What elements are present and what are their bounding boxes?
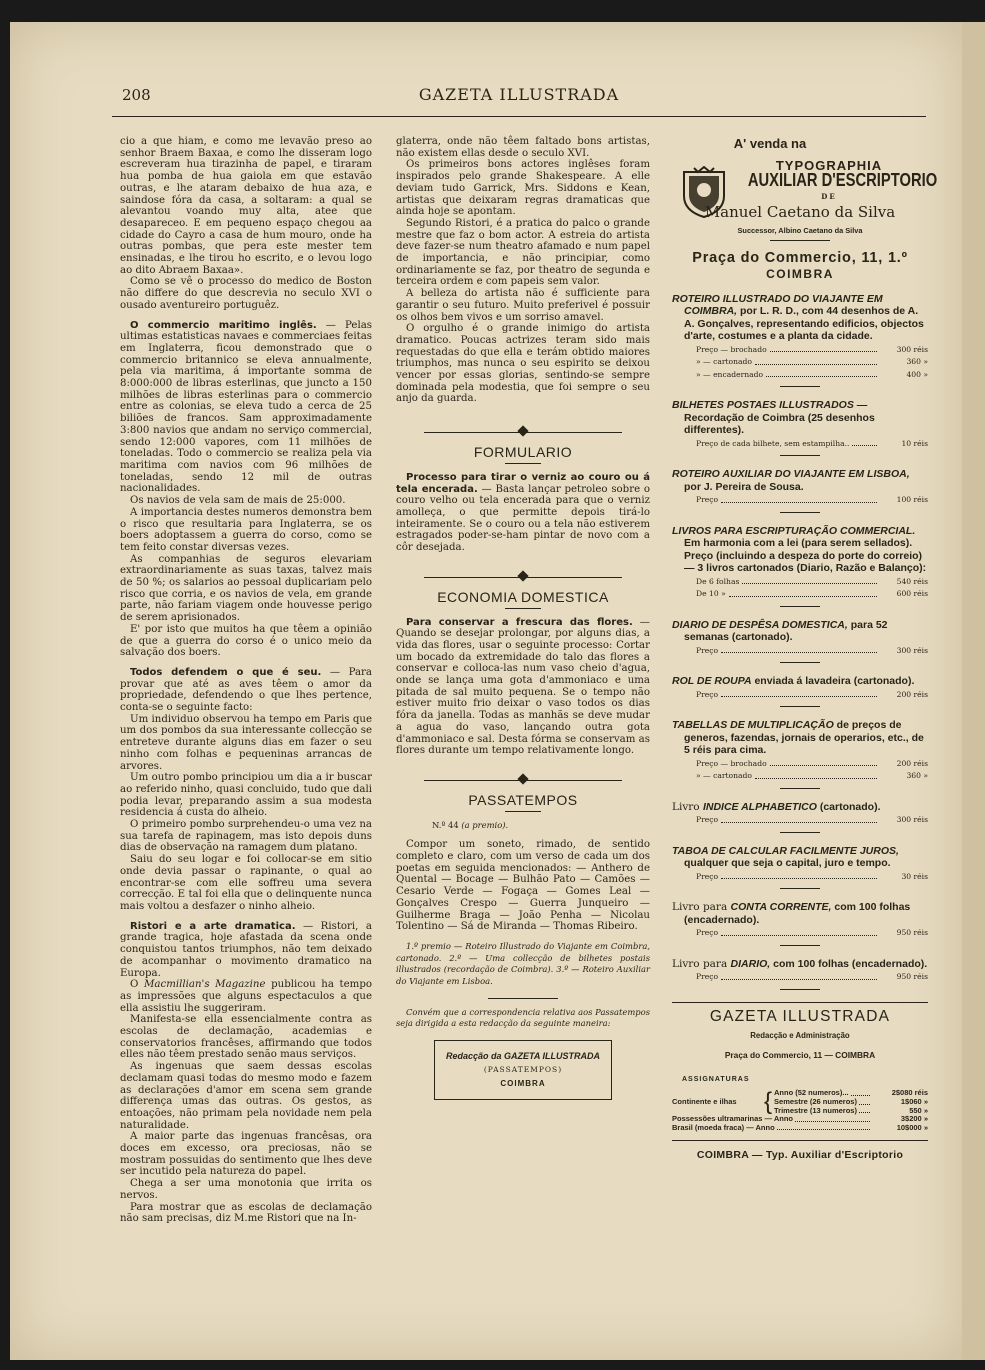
price-label: Preço <box>696 495 719 505</box>
address-line: Redacção da GAZETA ILLUSTRADA <box>445 1051 600 1062</box>
short-rule <box>505 608 541 609</box>
sub-value: 1$060 » <box>900 1097 928 1107</box>
region-label: Continente e ilhas <box>672 1097 737 1107</box>
price-label: Preço — brochado <box>696 758 767 768</box>
price-value: 360 » <box>906 771 928 781</box>
product-title <box>672 801 928 814</box>
product-name: CONTA CORRENTE, <box>730 901 832 914</box>
price-value: 950 réis <box>896 928 928 938</box>
price-label: » — encadernado <box>696 369 764 379</box>
product-title <box>672 293 928 343</box>
typo-line-1: TYPOGRAPHIA <box>775 157 883 173</box>
price-row <box>696 589 928 600</box>
sub-value: 550 » <box>909 1105 928 1115</box>
leader-dots <box>721 815 877 823</box>
price-label: Preço <box>696 815 719 825</box>
article-text: — Basta lançar petroleo sobre o couro velho ou tela encerada para que o verniz amolleça, o que permitte depois tirá-lo inteiramente. Se o couro ou a tela não estiverem estragados poder-se-ham pintar de novo com a côr desejada. <box>396 483 650 554</box>
item-rule <box>780 512 820 513</box>
sub-value: 2$080 réis <box>891 1088 928 1098</box>
typo-line-2: AUXILIAR D'ESCRIPTORIO <box>747 170 938 191</box>
price-label: De 10 » <box>696 589 726 599</box>
item-rule <box>780 788 820 789</box>
article-todos <box>120 667 372 714</box>
product-description: por J. Pereira de Sousa. <box>684 480 804 493</box>
product-item <box>672 719 928 789</box>
header-rule <box>112 116 926 117</box>
price-row <box>696 345 928 356</box>
brace: { <box>764 1088 773 1116</box>
price-label: Preço de cada bilhete, sem estampilha.. <box>696 438 850 448</box>
price-value: 540 réis <box>896 576 928 586</box>
leader-dots <box>755 771 877 779</box>
price-value: 10 réis <box>901 438 928 448</box>
paragraph: Compor um soneto, rimado, de sentido completo e claro, com um verso de cada um dos poetas em seguida mencionados: — Anthero de Quental — Bocage — Bulhão Pato — Camões — Cesario Verde — Fogaça — Gomes Leal — Gonçalves Crespo — Guerra Junqueiro — Guilherme Braga — João Penha — Nicolau Tolentino — Sá de Miranda — Thomas Ribeiro. <box>396 839 650 933</box>
price-row <box>696 577 928 588</box>
paragraph: Um outro pombo principiou um dia a ir buscar ao referido ninho, quasi concluido, tudo que dali podia levar, preparando assim a sua modesta residencia á custa do alheio. <box>120 772 372 819</box>
product-name: TABOA DE CALCULAR FACILMENTE JUROS, <box>672 844 899 857</box>
leader-dots <box>859 1098 870 1105</box>
paragraph: Convém que a correspondencia relativa aos Passatempos seja dirigida a esta redacção da seguinte maneira: <box>396 1006 650 1029</box>
sub-value: 10$000 » <box>896 1122 928 1132</box>
article-heading: Ristori e a arte dramatica. <box>130 920 296 932</box>
address-line: COIMBRA <box>500 1079 546 1089</box>
price-label: Preço <box>696 689 719 699</box>
product-name: ROTEIRO AUXILIAR DO VIAJANTE EM LISBOA, <box>672 468 910 481</box>
section-rule <box>672 1002 928 1003</box>
price-row <box>696 646 928 657</box>
product-title <box>672 901 928 926</box>
product-title <box>672 468 928 493</box>
leader-dots <box>852 439 877 447</box>
item-rule <box>780 832 820 833</box>
price-value: 360 » <box>906 357 928 367</box>
product-name: BILHETES POSTAES ILLUSTRADOS <box>672 399 854 412</box>
price-row <box>696 928 928 939</box>
product-list <box>672 293 928 990</box>
price-row <box>696 370 928 381</box>
product-name: ROL DE ROUPA <box>672 675 752 688</box>
sub-label: Possessões ultramarinas — Anno <box>672 1114 794 1124</box>
leader-dots <box>766 370 877 378</box>
article-text: — Pelas ultimas estatisticas navaes e commerciaes feitas em Inglaterra, ficou demonstrado que o commercio britannico se eleva annualmente, pela via maritima, á importante somma de 8:000:000 de libras esterlinas, que juncto a 150 milhões de libras esterlinas para o commercio entre as colonias, se eleva tudo a cerca de 25 biliões de francos. Sam approximadamente 3:800 navios que andam no serviço commercial, sendo 12:000 vapores, com 11 milhões de toneladas. Todo o commercio se realiza pela via maritima com navios com 96 milhões de toneladas, sendo 12 mil de outras nacionalidades. <box>120 319 373 495</box>
column-2 <box>396 136 650 1100</box>
section-divider <box>396 425 650 439</box>
product-title <box>672 619 928 644</box>
price-value: 400 » <box>906 369 928 379</box>
footer-rule <box>672 1140 928 1141</box>
product-description: com 100 folhas (encadernado). <box>770 957 928 970</box>
leader-dots <box>851 1089 870 1096</box>
paragraph: Manifesta-se ella essencialmente contra as escolas de declamação, academias e conservatorios francêses, affirmando que todos elles não têem prestado senão maus serviços. <box>120 1014 372 1061</box>
imprint: COIMBRA — Typ. Auxiliar d'Escriptorio <box>696 1149 904 1162</box>
price-label: » — cartonado <box>696 357 752 367</box>
paragraph: cio a que hiam, e como me levavão preso ao senhor Braem Baxaa, e como lhe disseram logo escreveram hua tirazinha de papel, e tiraram hua pomba de hua gaiola em que estavão outras, e lhe ataram debaixo de hua aza, e saindose fóra da casa, a soltaram: a qual se alevantou voando muy alta, atee que desapareceo. E em pequeno espaço chegou aa cidade do Cayro a casa de hum mouro, onde ha outras pombas, que pera este mester tem ensinadas, e lhe tirou ho escrito, e o levou logo ao dito Abraem Baxaa». <box>120 136 372 276</box>
product-name: TABELLAS DE MULTIPLICAÇÃO <box>672 719 834 732</box>
leader-dots <box>721 928 877 936</box>
price-label: Preço — brochado <box>696 344 767 354</box>
typography-name <box>730 157 938 203</box>
product-description: — Recordação de Coimbra (25 desenhos differentes). <box>684 399 875 437</box>
successor: Successor, Albino Caetano da Silva <box>737 225 863 235</box>
text: N.º 44 <box>432 819 462 830</box>
paragraph: Chega a ser uma monotonia que irrita os nervos. <box>120 1178 372 1201</box>
address-line: (PASSATEMPOS) <box>483 1065 563 1075</box>
leader-dots <box>770 759 877 767</box>
product-title <box>672 958 928 971</box>
city: COIMBRA <box>766 266 834 281</box>
section-divider <box>396 570 650 584</box>
leader-dots <box>742 577 877 585</box>
item-rule <box>780 386 820 387</box>
section-title-formulario: FORMULARIO <box>473 444 573 461</box>
product-name: LIVROS PARA ESCRIPTURAÇÃO COMMERCIAL. <box>672 524 916 537</box>
article-heading: Para conservar a frescura das flores. <box>406 616 633 628</box>
article-commercio <box>120 320 372 496</box>
price-label: Preço <box>696 645 719 655</box>
product-item <box>672 619 928 664</box>
magazine-title: Macmillian's Magazine <box>143 979 266 991</box>
product-description: Em harmonia com a lei (para serem sellados). Preço (incluindo a despeza do porte do correio) — 3 livros cartonados (Diario, Razão e Balanço): <box>684 537 927 575</box>
subscription-table <box>672 1089 928 1132</box>
item-rule <box>780 455 820 456</box>
leader-dots <box>721 646 877 654</box>
paragraph: Como se vê o processo do medico de Boston não differe do que descrevia no seculo XVI o ousado aventureiro portuguêz. <box>120 276 372 311</box>
product-title <box>672 399 928 437</box>
article-heading: O commercio maritimo inglês. <box>130 319 317 331</box>
item-rule <box>780 945 820 946</box>
price-row <box>696 439 928 450</box>
short-rule <box>770 240 830 241</box>
price-value: 200 réis <box>896 758 928 768</box>
de-label: DE <box>821 192 837 202</box>
column-3-advertisement <box>672 136 938 1162</box>
page-edge <box>962 22 985 1360</box>
paragraph: glaterra, onde não têem faltado bons artistas, não existem ellas desde o seculo XVI. <box>396 136 650 159</box>
product-description: (cartonado). <box>816 800 881 813</box>
price-row <box>696 815 928 826</box>
text: O <box>130 979 144 991</box>
ad-header: A' venda na <box>733 136 807 151</box>
paragraph: Saiu do seu logar e foi collocar-se em sitio onde devia passar o rapinante, o qual ao encontrar-se com elle soffreu uma severa correcção. E tal foi ella que o delinquente nunca mais voltou a desfazer o ninho alheio. <box>120 854 372 912</box>
article-text: — Ristori, a grande tragica, hoje afastada da scena onde conquistou tantos triumphos, não tem deixado de acompanhar o movimento dramatico na Europa. <box>120 920 372 979</box>
paragraph: A importancia destes numeros demonstra bem o risco que resultaria para Inglaterra, se os boers adoptassem a guerra do corso, como se tem feito constar diversas vezes. <box>120 506 372 553</box>
product-title <box>672 525 928 575</box>
leader-dots <box>770 345 877 353</box>
price-value: 300 réis <box>896 815 928 825</box>
subscriptions-label: ASSIGNATURAS <box>682 1075 750 1083</box>
product-description: enviada á lavadeira (cartonado). <box>751 675 915 688</box>
leader-dots <box>721 972 877 980</box>
sub-label: Semestre (26 numeros) <box>774 1097 857 1107</box>
short-rule <box>505 463 541 464</box>
puzzle-number <box>432 820 650 832</box>
price-value: 300 réis <box>896 645 928 655</box>
paragraph: Para mostrar que as escolas de declamação não sam precisas, diz M.me Ristori que na In- <box>120 1201 372 1225</box>
product-item <box>672 293 928 388</box>
price-label: Preço <box>696 928 719 938</box>
text: (a premio). <box>461 819 509 830</box>
product-item <box>672 958 928 990</box>
price-value: 600 réis <box>896 589 928 599</box>
article-text: — Quando se desejar prolongar, por alguns dias, a vida das flores, usar o seguinte processo: Cortar um bocado da extremidade do talo das flores a conservar e colloca-las num vaso cheio d'agua, onde se lança uma gota d'ammoniaco e uma pitada de sal muito pequena. Se o tempo não estiver muito frio deixar o vaso todos os dias fóra da janella. Todas as manhãs se deve mudar a agua do vaso, lançando outra gota d'ammoniaco e sal. Desta fórma se conservam as flores durante um tempo relativamente longo. <box>396 616 650 757</box>
product-title <box>672 719 928 757</box>
leader-dots <box>755 357 877 365</box>
item-rule <box>780 606 820 607</box>
paragraph: A maior parte das ingenuas francêsas, ora doces em excesso, ora preciosas, não se mostram possuidas do sentimento que lhes deve ser incutido pela natureza do papel. <box>120 1131 372 1178</box>
product-description: com 100 folhas (encadernado). <box>684 901 911 926</box>
product-prefix: Livro para <box>672 901 731 914</box>
leader-dots <box>859 1107 870 1114</box>
product-item <box>672 399 928 456</box>
section-title-economia: ECONOMIA DOMESTICA <box>437 588 609 605</box>
price-row <box>696 690 928 701</box>
text: publicou ha tempo as impressões que alguns espectaculos a que ella assistiu lhe suggeriram. <box>120 979 372 1014</box>
leader-dots <box>721 872 877 880</box>
paragraph: As companhias de seguros elevariam extraordinariamente as suas taxas, talvez mais de 50 %; os salarios ao pessoal duplicariam pelo risco que corria, e os navios de vela, em grande parte, não fariam viagem onde houvesse perigo de serem aprisionados. <box>120 553 372 624</box>
product-prefix: Livro <box>672 800 703 813</box>
product-description: por L. R. D., com 44 desenhos de A. A. Gonçalves, representando edificios, objectos d'arte, costumes e a planta da cidade. <box>684 305 924 343</box>
price-row <box>696 771 928 782</box>
price-label: Preço <box>696 972 719 982</box>
item-rule <box>780 706 820 707</box>
paragraph: O primeiro pombo surprehendeu-o uma vez na sua tarefa de rapinagem, mas isto depois duns dias de observação na ramagem dum platano. <box>120 819 372 854</box>
paragraph: O orgulho é o grande inimigo do artista dramatico. Poucas actrizes teram sido mais requestadas do que ella e terám obtido maiores triumphos, mas nunca o seu espirito se deixou vencer por essas glorias, sentindo-se sempre dominada pela modestia, que foi sempre o seu anjo da guarda. <box>396 323 650 405</box>
product-item <box>672 675 928 707</box>
paragraph: Segundo Ristori, é a pratica do palco o grande mestre que faz o bom actor. A estreia do artista deve fazer-se num theatro afamado e num papel de importancia, e não principiar, como ordinariamente se faz, por theatro de segunda e terceira ordem e com papeis sem valor. <box>396 217 650 288</box>
leader-dots <box>721 690 877 698</box>
product-title <box>672 845 928 870</box>
paragraph: Os primeiros bons actores inglêses foram inspirados pelo grande Shakespeare. A elle deviam tudo Garrick, Mrs. Siddons e Kean, artistas que deixaram regras dramaticas que ainda hoje se apontam. <box>396 159 650 218</box>
prizes: 1.º premio — Roteiro Illustrado do Viajante em Coimbra, cartonado. 2.º — Uma collecção de bilhetes postais illustrados (recordação de Coimbra). 3.º — Roteiro Auxiliar do Viajante em Lisboa. <box>396 940 650 987</box>
price-value: 100 réis <box>896 495 928 505</box>
price-label: De 6 folhas <box>696 576 740 586</box>
subscription-group-continente <box>672 1089 928 1115</box>
masthead: GAZETA ILLUSTRADA <box>418 85 620 104</box>
page-number: 208 <box>122 86 151 104</box>
article-heading: Processo para tirar o verniz ao couro ou á tela encerada. <box>396 471 650 495</box>
subscription-row <box>672 1124 928 1133</box>
article-flores <box>396 617 650 757</box>
short-rule <box>505 811 541 812</box>
product-description: qualquer que seja o capital, juro e tempo. <box>684 857 891 870</box>
article-text: — Para provar que até as aves têem o amor da propriedade, defendendo o que lhes pertence, conta-se o seguinte facto: <box>120 666 373 714</box>
paragraph: E' por isto que muitos ha que têem a opinião de que a guerra do corso é o unico meio da salvação dos boers. <box>120 623 372 659</box>
price-value: 950 réis <box>896 972 928 982</box>
article-verniz <box>396 472 650 554</box>
price-label: Preço <box>696 871 719 881</box>
owner-name: Manuel Caetano da Silva <box>704 202 896 221</box>
product-prefix: Livro para <box>672 957 731 970</box>
product-item <box>672 845 928 890</box>
paragraph <box>120 979 372 1014</box>
leader-dots <box>729 589 877 597</box>
product-description: de preços de generos, fazendas, jornais de operarios, etc., de 5 réis para cima. <box>684 719 924 757</box>
page-header <box>112 84 926 114</box>
article-ristori <box>120 921 372 980</box>
price-value: 200 réis <box>896 689 928 699</box>
price-row <box>696 357 928 368</box>
column-1 <box>120 136 372 1225</box>
address: Praça do Commercio, 11, 1.º <box>692 250 908 267</box>
item-rule <box>780 662 820 663</box>
redacao-label: Redacção e Administração <box>750 1031 850 1041</box>
item-rule <box>780 989 820 990</box>
subscription-lines <box>774 1089 928 1115</box>
price-row <box>696 972 928 983</box>
sub-label: Brasil (moeda fraca) — Anno <box>672 1122 775 1132</box>
section-title-passatempos: PASSATEMPOS <box>468 791 578 808</box>
item-rule <box>780 888 820 889</box>
price-row <box>696 759 928 770</box>
product-title <box>672 675 928 688</box>
price-value: 300 réis <box>896 344 928 354</box>
paragraph: As ingenuas que saem dessas escolas declamam quasi todas do mesmo modo e fazem as declarações d'amor em scena sem grande differença umas das outras. Os gestos, as entoações, não primam pela novidade nem pela naturalidade. <box>120 1061 372 1131</box>
price-value: 30 réis <box>901 871 928 881</box>
product-item <box>672 525 928 607</box>
address-box <box>434 1040 612 1100</box>
article-heading: Todos defendem o que é seu. <box>130 666 322 678</box>
product-item <box>672 901 928 946</box>
paragraph: Os navios de vela sam de mais de 25:000. <box>130 495 346 507</box>
sub-label: Anno (52 numeros)... <box>774 1088 849 1098</box>
gazeta-address: Praça do Commercio, 11 — COIMBRA <box>724 1050 876 1061</box>
sub-label: Trimestre (13 numeros) <box>774 1105 857 1115</box>
price-row <box>696 872 928 883</box>
product-name: DIARIO, <box>730 957 771 970</box>
product-name: DIARIO DE DESPÊSA DOMESTICA, <box>672 618 848 631</box>
paragraph: Um individuo observou ha tempo em Paris que um dos pombos da sua interessante collecção se entreteve durante alguns dias em fazer o seu ninho com folhas e pequeninas arrancas de arvores. <box>120 713 372 772</box>
product-description: para 52 semanas (cartonado). <box>684 618 888 644</box>
sub-value: 3$200 » <box>900 1114 928 1124</box>
product-item <box>672 468 928 513</box>
short-rule <box>488 998 558 999</box>
gazeta-title: GAZETA ILLUSTRADA <box>709 1007 891 1025</box>
product-item <box>672 801 928 833</box>
section-divider <box>396 773 650 787</box>
product-name: INDICE ALPHABETICO <box>702 800 817 813</box>
product-name: ROTEIRO ILLUSTRADO DO VIAJANTE EM COIMBRA, <box>672 292 883 318</box>
price-label: » — cartonado <box>696 771 752 781</box>
paragraph: A belleza do artista não é sufficiente para garantir o seu futuro. Muito preferivel é possuir os olhos bem vivos e um sorriso amavel. <box>396 288 650 323</box>
price-row <box>696 495 928 506</box>
leader-dots <box>721 495 877 503</box>
